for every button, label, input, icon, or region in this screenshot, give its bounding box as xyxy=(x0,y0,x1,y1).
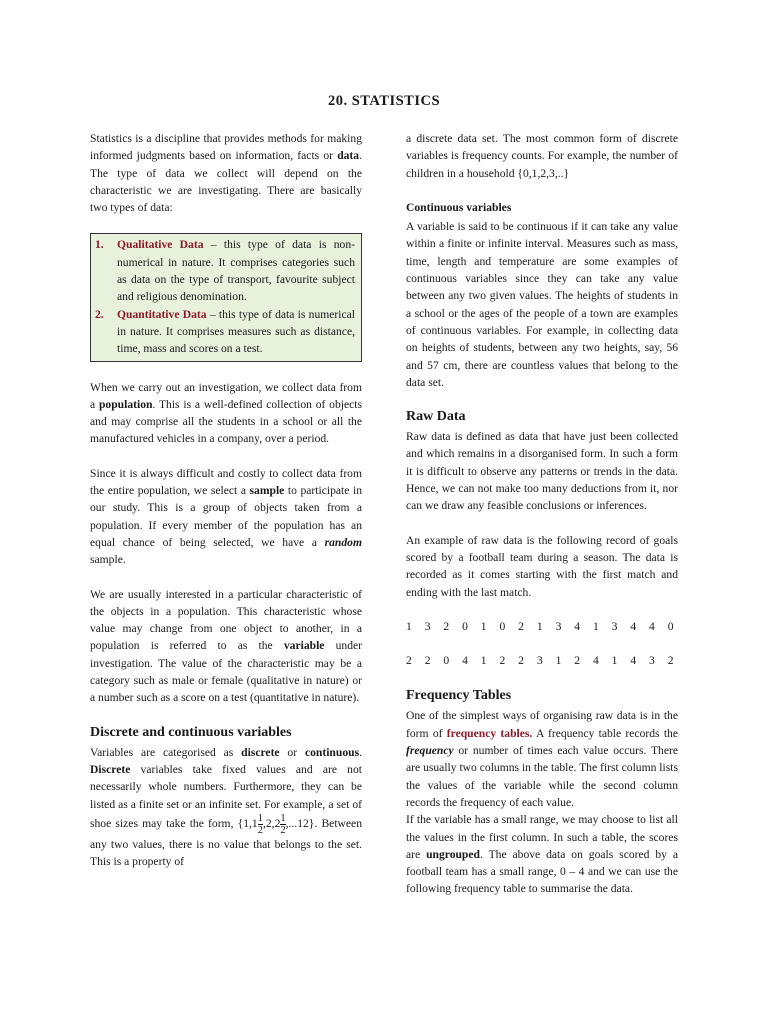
qualitative-term: Qualitative Data xyxy=(117,238,204,252)
emphasis-term: frequency xyxy=(406,744,454,758)
emphasis-term: random xyxy=(324,535,362,549)
text-run: . The above data on goals scored by a football team has a small range, 0 – 4 and we can use the following frequency table to summarise the data. xyxy=(406,847,678,896)
population-paragraph xyxy=(90,379,362,448)
text-run: variables take fixed values and are not necessarily whole numbers. Furthermore, they can be listed as a finite set or an infinite set. For example, a set of shoe sizes may take the form, xyxy=(90,762,362,830)
discrete-continuous-heading: Discrete and continuous variables xyxy=(90,724,292,740)
page-title: 20. STATISTICS xyxy=(327,93,441,109)
continuous-paragraph xyxy=(406,218,678,391)
variable-paragraph xyxy=(90,586,362,707)
raw-data-paragraph xyxy=(406,428,678,514)
raw-data-example-paragraph xyxy=(406,532,678,601)
text-run: . xyxy=(359,745,362,759)
emphasis-term: Discrete xyxy=(90,762,131,776)
qualitative-desc: – this type of data is non-numerical in nature. It comprises categories such as data on the type of transport, favourite subject and religious denomination. xyxy=(117,238,355,304)
list-item xyxy=(95,236,355,305)
emphasis-term: discrete xyxy=(241,745,280,759)
emphasis-term: sample xyxy=(249,484,285,498)
list-item xyxy=(95,306,355,358)
discrete-paragraph xyxy=(90,744,362,871)
set-close: ,...12} xyxy=(285,816,315,830)
emphasis-term: variable xyxy=(283,639,325,653)
text-run: Variables are categorised as xyxy=(90,745,242,759)
goals-data-row-1: 1 3 2 0 1 0 2 1 3 4 1 3 4 4 0 xyxy=(406,619,676,633)
text-run: or number of times each value occurs. There are usually two columns in the table. The first column lists the values of the variable while the second column records the frequency of each value. xyxy=(406,744,678,809)
emphasis-term: frequency tables. xyxy=(446,726,533,740)
fraction-denominator: 2 xyxy=(257,824,263,836)
goals-data xyxy=(406,618,678,670)
quantitative-term: Quantitative Data xyxy=(117,307,207,321)
list-text xyxy=(117,306,355,358)
raw-data-heading: Raw Data xyxy=(406,409,466,425)
text-run: We are usually interested in a particular characteristic of the objects in a population. This characteristic whose value may change from one object to another, in a population is referred to as the xyxy=(90,587,362,653)
quantitative-desc: – this type of data is numerical in nature. It comprises measures such as distance, time, mass and scores on a test. xyxy=(117,307,355,356)
text-run: or xyxy=(279,745,305,759)
emphasis-term: population xyxy=(98,397,153,411)
text-run: An example of raw data is the following record of goals scored by a football team during a season. The data is recorded as it comes starting with the first match and ending with the last match. xyxy=(406,533,678,599)
text-run: One of the simplest ways of organising raw data is in the form of xyxy=(406,709,678,740)
fraction-numerator: 1 xyxy=(280,812,286,824)
set-open: {1,1 xyxy=(237,816,258,830)
data-types-list xyxy=(95,236,355,357)
fraction-denominator: 2 xyxy=(280,824,286,836)
text-run: . This is a well-defined collection of objects and may comprise all the students in a school or all the manufactured vehicles in a company, over a period. xyxy=(90,397,363,446)
text-run: Raw data is defined as data that have just been collected and which remains in a disorganised form. In such a form it is difficult to observe any patterns or trends in the data. Hence, we can not make too many deductions from it, nor can we draw any feasible conclusions or inferences. xyxy=(406,430,678,513)
data-types-box xyxy=(90,233,362,361)
set-mid: ,2,2 xyxy=(262,816,281,830)
list-number: 1. xyxy=(95,238,104,252)
left-column xyxy=(90,130,362,870)
text-run: to participate in our study. This is a group of objects taken from a population. If every member of the population has an equal chance of being selected, we have a xyxy=(90,484,363,549)
emphasis-term: ungrouped xyxy=(426,847,480,861)
text-run: A frequency table records the xyxy=(532,726,678,740)
emphasis-term: data xyxy=(337,149,360,163)
frequency-paragraph-2 xyxy=(406,811,678,897)
text-run: Since it is always difficult and costly to collect data from the entire population, we select a xyxy=(90,466,362,498)
sample-paragraph xyxy=(90,465,362,569)
text-run: sample. xyxy=(90,553,126,567)
continuous-variables-heading: Continuous variables xyxy=(406,200,512,214)
text-run: a discrete data set. The most common form of discrete variables is frequency counts. For example, the number of children in a household {0,1,2,3,..} xyxy=(406,132,678,180)
text-run: When we carry out an investigation, we collect data from a xyxy=(90,380,362,411)
intro-paragraph xyxy=(90,130,362,216)
shoe-size-set xyxy=(237,812,315,836)
text-run: under investigation. The value of the characteristic may be a category such as male or female (qualitative in nature) or a number such as a score on a test (quantitative in nature). xyxy=(90,639,363,705)
list-number: 2. xyxy=(95,307,104,321)
goals-data-row-2: 2 2 0 4 1 2 2 3 1 2 4 1 4 3 2 xyxy=(406,654,676,668)
text-run: If the variable has a small range, we may choose to list all the values in the first column. In such a table, the scores are xyxy=(406,813,678,861)
frequency-paragraph-1 xyxy=(406,707,678,811)
discrete-text-end: . Between any two values, there is no value that belongs to the set. This is a property of xyxy=(90,816,362,869)
list-text xyxy=(117,236,355,305)
fraction-numerator: 1 xyxy=(257,812,263,824)
emphasis-term: continuous xyxy=(304,745,360,759)
discrete-continued-paragraph xyxy=(406,130,678,182)
text-run: Statistics is a discipline that provides methods for making informed judgments based on information, facts or xyxy=(90,132,362,163)
frequency-tables-heading: Frequency Tables xyxy=(406,688,512,704)
right-column xyxy=(406,130,678,915)
text-run: A variable is said to be continuous if it can take any value within a finite or infinite interval. Measures such as mass, time, length and temperature are some examples of continuous variables since they can take any value between any two given values. The heights of students in a school or the ages of the people of a town are examples of continuous variables. For example, in collecting data on heights of students, between any two heights, say, 56 and 57 cm, there are countless values that belong to the data set. xyxy=(406,220,678,389)
text-run: . The type of data we collect will depend on the characteristic we are investigating. There are basically two types of data: xyxy=(90,149,362,215)
